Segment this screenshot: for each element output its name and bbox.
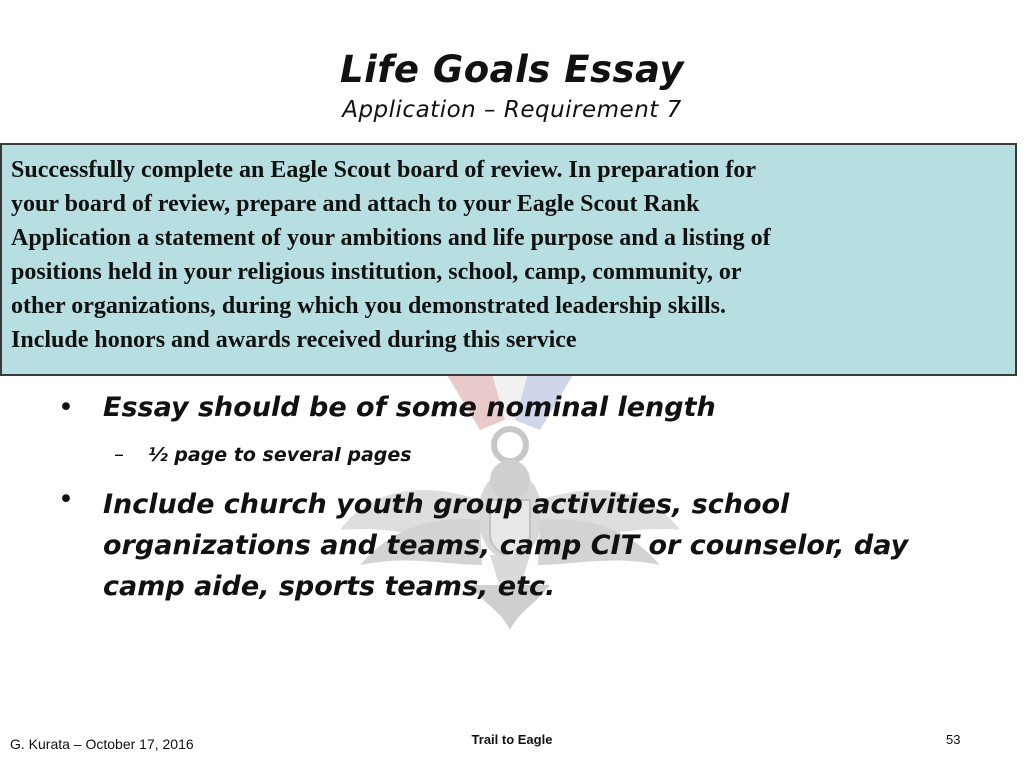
bullet-glyph: • [58,392,74,423]
footer-author-date: G. Kurata – October 17, 2016 [10,736,194,752]
requirement-line: Include honors and awards received during this service [11,327,577,353]
bullet-include-activities: Include church youth group activities, school organizations and teams, camp CIT or counselor, day camp aide, sports teams, etc. [103,489,909,602]
requirement-line: positions held in your religious institution, school, camp, community, or [11,259,742,285]
requirement-line: other organizations, during which you demonstrated leadership skills. [11,293,726,319]
slide-subtitle: Application – Requirement 7 [342,97,682,123]
requirement-line: Successfully complete an Eagle Scout board of review. In preparation for [11,157,757,183]
requirement-line: your board of review, prepare and attach to your Eagle Scout Rank [11,191,700,217]
slide-title: Life Goals Essay [340,48,684,91]
requirement-box [0,143,1017,376]
bullet-glyph: • [58,484,74,515]
sub-bullet-page-range: ½ page to several pages [148,444,412,466]
sub-bullet-dash: – [114,442,124,466]
footer-presentation-title: Trail to Eagle [471,732,553,747]
footer-page-number: 53 [946,732,961,747]
bullet-essay-length: Essay should be of some nominal length [103,392,716,423]
requirement-line: Application a statement of your ambitions and life purpose and a listing of [11,225,771,251]
